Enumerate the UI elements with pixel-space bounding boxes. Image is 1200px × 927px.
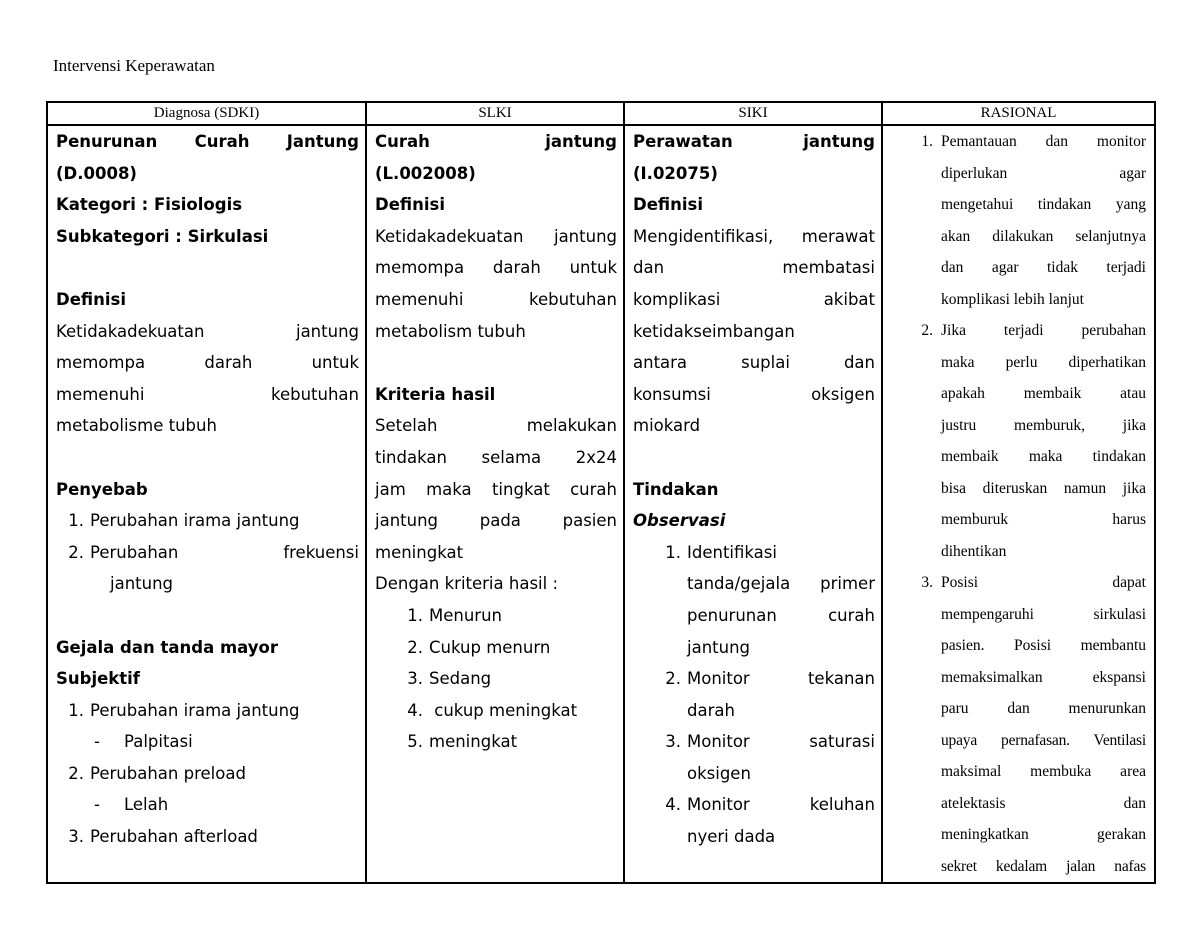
rasional-item: 1. Pemantauan dan monitor	[921, 133, 1146, 150]
siki-definisi-line: antara suplai dan	[633, 353, 875, 373]
siki-definisi-line: konsumsi oksigen	[633, 384, 875, 404]
sdki-title: Penurunan Curah Jantung	[56, 132, 359, 151]
list-item: 1. Perubahan irama jantung	[68, 700, 300, 720]
list-item: 2. Cukup menurn	[407, 637, 551, 657]
list-item: 4. cukup meningkat	[407, 700, 578, 720]
siki-definisi-line: Mengidentifikasi, merawat	[633, 226, 875, 246]
rasional-item: 3. Posisi dapat	[921, 574, 1146, 591]
rasional-line: upaya pernafasan. Ventilasi	[941, 731, 1146, 749]
siki-definisi-label: Definisi	[633, 195, 703, 215]
rasional-line: justru memburuk, jika	[941, 416, 1146, 434]
slki-cell	[366, 125, 624, 883]
list-item-continuation: jantung	[687, 637, 751, 657]
list-item-continuation: jantung	[110, 574, 174, 594]
header-slki: SLKI	[366, 102, 624, 125]
list-item-continuation: penurunan curah	[687, 605, 875, 625]
sdki-definisi-line: memompa darah untuk	[56, 353, 359, 373]
list-item: 1. Menurun	[407, 605, 503, 625]
list-item: 3. Sedang	[407, 669, 492, 689]
sdki-code: (D.0008)	[56, 163, 137, 183]
sdki-definisi-line: Ketidakadekuatan jantung	[56, 321, 359, 341]
sdki-definisi-line: metabolisme tubuh	[56, 416, 217, 436]
rasional-line: bisa diteruskan namun jika	[941, 479, 1146, 497]
slki-kriteria-line: Setelah melakukan	[375, 416, 617, 436]
intervention-table	[46, 101, 1156, 884]
slki-definisi-label: Definisi	[375, 195, 445, 215]
list-item: 5. meningkat	[407, 732, 518, 752]
rasional-line: memburuk harus	[941, 511, 1146, 528]
slki-dengan-kriteria: Dengan kriteria hasil :	[375, 574, 559, 594]
rasional-item: 2. Jika terjadi perubahan	[921, 322, 1146, 339]
list-item: 2. Perubahan frekuensi	[68, 542, 359, 562]
sdki-definisi-label: Definisi	[56, 289, 126, 309]
header-sdki: Diagnosa (SDKI)	[47, 102, 366, 125]
header-siki: SIKI	[624, 102, 882, 125]
rasional-line: diperlukan agar	[941, 164, 1146, 182]
rasional-line: maka perlu diperhatikan	[941, 353, 1146, 371]
rasional-line: membaik maka tindakan	[941, 448, 1146, 465]
slki-kriteria-line: meningkat	[375, 542, 464, 562]
rasional-cell	[882, 125, 1155, 883]
list-item: 1. Perubahan irama jantung	[68, 511, 300, 531]
slki-definisi-line: metabolism tubuh	[375, 321, 526, 341]
list-item: 2. Perubahan preload	[68, 763, 246, 783]
list-item: 3. Perubahan afterload	[68, 827, 258, 847]
list-item: 3. Monitor saturasi	[665, 732, 875, 752]
list-item-continuation: nyeri dada	[687, 827, 776, 847]
rasional-line: maksimal membuka area	[941, 763, 1146, 780]
table-row	[47, 125, 1155, 883]
rasional-line: paru dan menurunkan	[941, 700, 1146, 717]
sdki-cell	[47, 125, 366, 883]
slki-definisi-line: Ketidakadekuatan jantung	[375, 226, 617, 246]
rasional-line: dan agar tidak terjadi	[941, 259, 1146, 276]
slki-title: Curah jantung	[375, 132, 617, 151]
sdki-subkategori: Subkategori : Sirkulasi	[56, 226, 269, 246]
sdki-gejala-label: Gejala dan tanda mayor	[56, 637, 279, 657]
rasional-line: memaksimalkan ekspansi	[941, 668, 1146, 686]
page-title: Intervensi Keperawatan	[53, 56, 215, 75]
siki-observasi-label: Observasi	[633, 511, 726, 531]
slki-kriteria-label: Kriteria hasil	[375, 384, 496, 404]
sdki-kategori: Kategori : Fisiologis	[56, 195, 243, 215]
siki-code: (I.02075)	[633, 163, 718, 183]
list-item-continuation: darah	[687, 700, 735, 720]
sdki-definisi-line: memenuhi kebutuhan	[56, 384, 359, 404]
slki-kriteria-line: jam maka tingkat curah	[375, 479, 617, 499]
rasional-line: komplikasi lebih lanjut	[941, 290, 1084, 308]
rasional-line: meningkatkan gerakan	[941, 826, 1146, 843]
sdki-penyebab-label: Penyebab	[56, 479, 148, 499]
rasional-line: mengetahui tindakan yang	[941, 196, 1146, 213]
rasional-line: pasien. Posisi membantu	[941, 637, 1146, 654]
list-item: 4. Monitor keluhan	[665, 795, 875, 815]
siki-cell	[624, 125, 882, 883]
siki-definisi-line: ketidakseimbangan	[633, 321, 795, 341]
siki-title: Perawatan jantung	[633, 132, 875, 151]
rasional-line: mempengaruhi sirkulasi	[941, 605, 1146, 623]
header-rasional: RASIONAL	[882, 102, 1155, 125]
rasional-line: apakah membaik atau	[941, 385, 1146, 402]
sub-list-item: - Lelah	[94, 795, 169, 815]
slki-kriteria-line: tindakan selama 2x24	[375, 447, 617, 467]
list-item: 1. Identifikasi	[665, 542, 777, 562]
rasional-line: dihentikan	[941, 542, 1007, 560]
siki-definisi-line: komplikasi akibat	[633, 289, 875, 309]
sub-list-item: - Palpitasi	[94, 732, 193, 752]
list-item-continuation: tanda/gejala primer	[687, 574, 875, 594]
siki-tindakan-label: Tindakan	[633, 479, 719, 499]
slki-definisi-line: memompa darah untuk	[375, 258, 617, 278]
slki-definisi-line: memenuhi kebutuhan	[375, 289, 617, 309]
sdki-subjektif-label: Subjektif	[56, 669, 140, 689]
slki-code: (L.002008)	[375, 163, 476, 183]
rasional-line: akan dilakukan selanjutnya	[941, 227, 1146, 245]
list-item-continuation: oksigen	[687, 763, 751, 783]
rasional-line: atelektasis dan	[941, 794, 1146, 812]
rasional-line: sekret kedalam jalan nafas	[941, 857, 1146, 875]
slki-kriteria-line: jantung pada pasien	[375, 511, 617, 531]
siki-definisi-line: miokard	[633, 416, 701, 436]
list-item: 2. Monitor tekanan	[665, 669, 875, 689]
siki-definisi-line: dan membatasi	[633, 258, 875, 278]
table-header-row	[47, 102, 1155, 125]
